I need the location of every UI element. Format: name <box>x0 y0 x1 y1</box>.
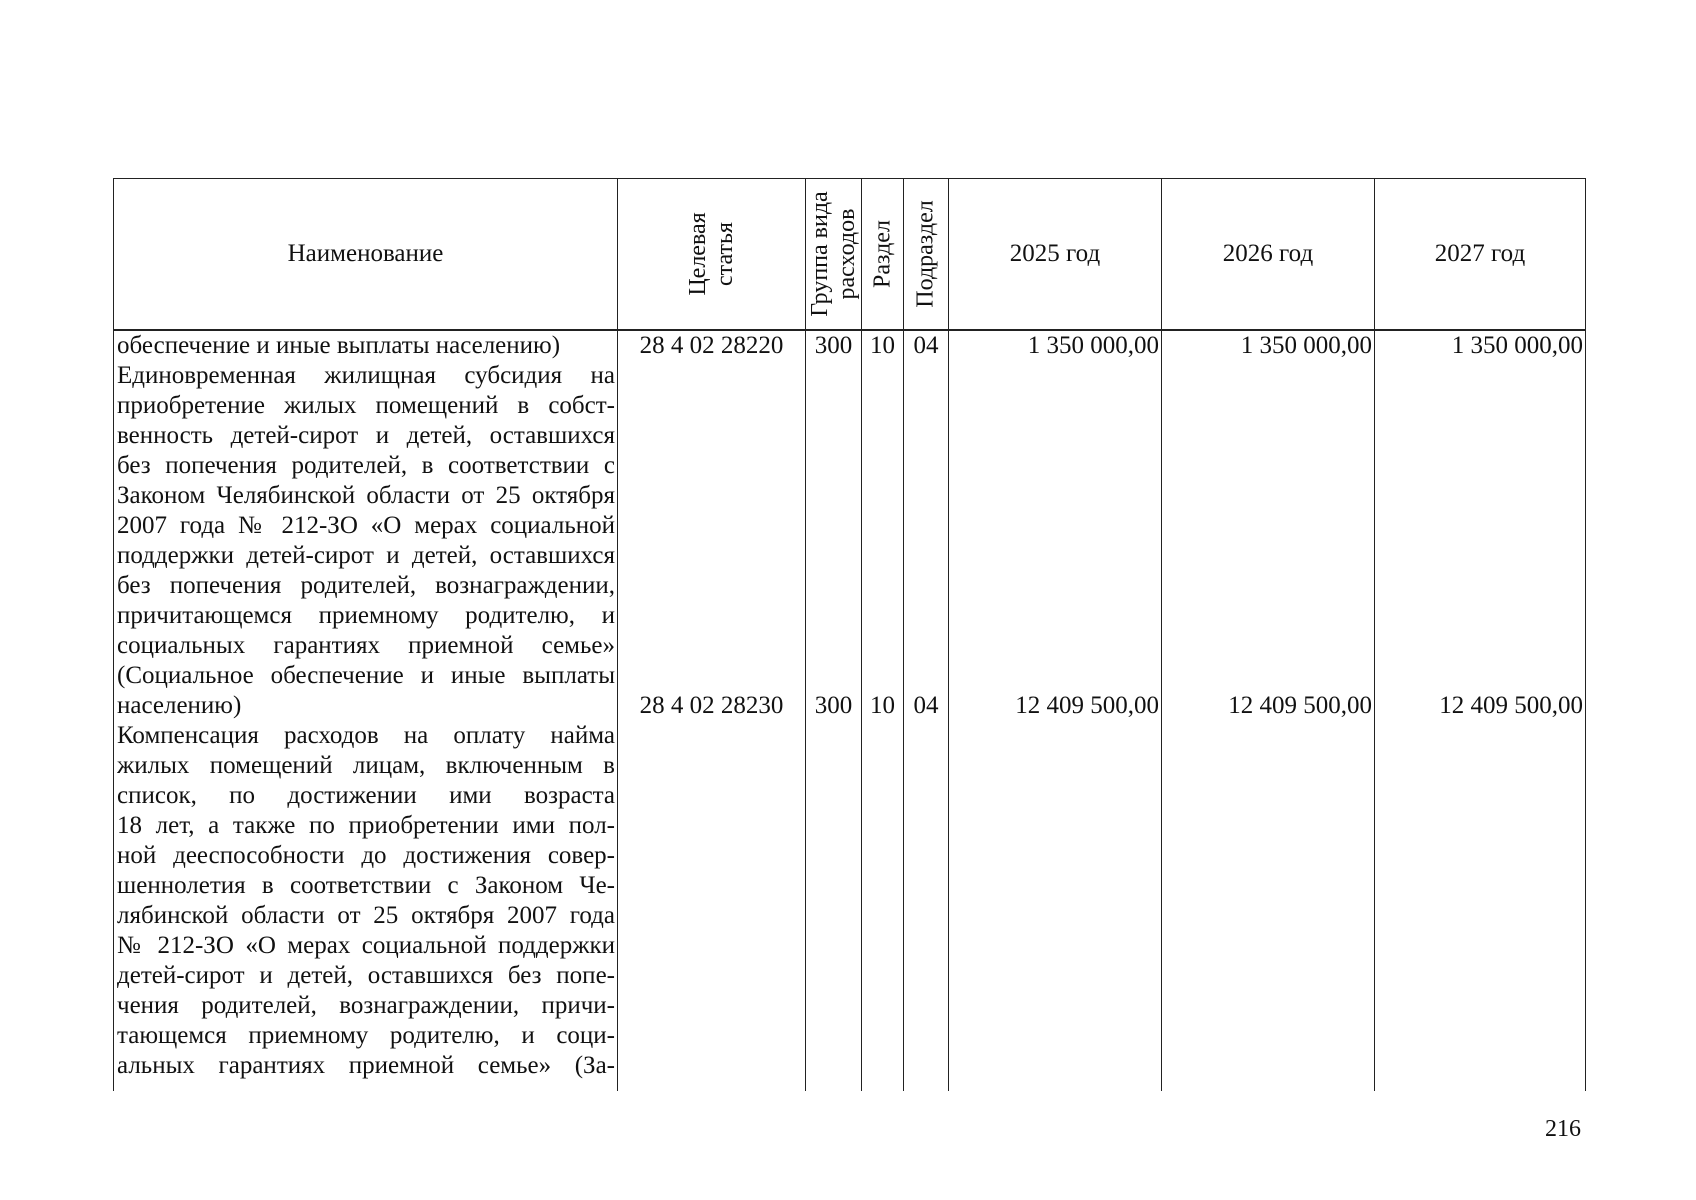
name-line: приобретение жилых помещений в собст- <box>117 392 615 419</box>
name-line: обеспечение и иные выплаты населению) <box>117 332 561 359</box>
section-cell <box>862 330 904 1091</box>
name-line: жилых помещений лицам, включенным в <box>117 752 615 779</box>
header-2026-label: 2026 год <box>1222 240 1314 267</box>
subsection-value: 04 <box>913 332 939 359</box>
header-2025-label: 2025 год <box>1009 240 1101 267</box>
expense-group-value: 300 <box>814 692 853 719</box>
amount-2026-cell <box>1162 330 1375 1091</box>
amount-2025-value: 12 409 500,00 <box>1015 692 1159 719</box>
header-target-article <box>618 179 806 331</box>
name-line: Компенсация расходов на оплату найма <box>117 722 615 749</box>
amount-2026-value: 1 350 000,00 <box>1240 332 1372 359</box>
name-line: причитающемся приемному родителю, и <box>117 602 615 629</box>
subsection-value: 04 <box>913 692 939 719</box>
name-line: населению) <box>117 692 242 719</box>
section-value: 10 <box>870 692 895 719</box>
name-line: альных гарантиях приемной семье» (За- <box>117 1052 615 1079</box>
amount-2027-cell <box>1375 330 1586 1091</box>
name-line: тающемся приемному родителю, и соци- <box>117 1022 615 1049</box>
budget-table <box>113 178 1586 1091</box>
header-2027-label: 2027 год <box>1434 240 1526 267</box>
header-expense-group-line1: Группа вида <box>806 191 833 317</box>
header-name <box>114 179 618 331</box>
name-line: ной дееспособности до достижения совер- <box>117 842 615 869</box>
header-2026 <box>1162 179 1375 331</box>
target-article-cell <box>618 330 806 1091</box>
header-expense-group <box>806 179 862 331</box>
name-line: детей-сирот и детей, оставшихся без попе- <box>117 962 615 989</box>
name-line: социальных гарантиях приемной семье» <box>117 632 615 659</box>
name-line: список, по достижении ими возраста <box>117 782 615 809</box>
header-target-article-line2: статья <box>711 222 738 286</box>
name-line: 18 лет, а также по приобретении ими пол- <box>117 812 615 839</box>
target-article-value: 28 4 02 28220 <box>639 332 784 359</box>
target-article-value: 28 4 02 28230 <box>639 692 784 719</box>
header-expense-group-line2: расходов <box>833 208 860 300</box>
name-line: Единовременная жилищная субсидия на <box>117 362 615 389</box>
name-line: лябинской области от 25 октября 2007 года <box>117 902 615 929</box>
name-line: 2007 года № 212-ЗО «О мерах социальной <box>117 512 615 539</box>
amount-2027-value: 1 350 000,00 <box>1451 332 1583 359</box>
section-value: 10 <box>870 332 895 359</box>
name-line: без попечения родителей, в соответствии с <box>117 452 615 479</box>
amount-2025-cell <box>949 330 1162 1091</box>
header-section <box>862 179 904 331</box>
page-number: 216 <box>1545 1116 1581 1142</box>
header-2025 <box>949 179 1162 331</box>
expense-group-cell <box>806 330 862 1091</box>
name-line: (Социальное обеспечение и иные выплаты <box>117 662 615 689</box>
header-subsection <box>904 179 949 331</box>
header-name-label: Наименование <box>287 240 444 267</box>
header-target-article-line1: Целевая <box>684 212 711 296</box>
name-line: шеннолетия в соответствии с Законом Че- <box>117 872 615 899</box>
header-2027 <box>1375 179 1586 331</box>
amount-2027-value: 12 409 500,00 <box>1439 692 1583 719</box>
expense-group-value: 300 <box>814 332 853 359</box>
table-body-row <box>114 330 1586 1091</box>
amount-2026-value: 12 409 500,00 <box>1228 692 1372 719</box>
name-line: чения родителей, вознаграждении, причи- <box>117 992 615 1019</box>
name-cell <box>114 330 618 1091</box>
name-line: без попечения родителей, вознаграждении, <box>117 572 615 599</box>
amount-2025-value: 1 350 000,00 <box>1027 332 1159 359</box>
name-line: венность детей-сирот и детей, оставшихся <box>117 422 615 449</box>
header-subsection-label: Подраздел <box>912 200 939 308</box>
table-header-row <box>114 179 1586 331</box>
name-line: Законом Челябинской области от 25 октября <box>117 482 615 509</box>
subsection-cell <box>904 330 949 1091</box>
name-line: поддержки детей-сирот и детей, оставшихся <box>117 542 615 569</box>
header-section-label: Раздел <box>869 220 895 288</box>
name-line: № 212-ЗО «О мерах социальной поддержки <box>117 932 615 959</box>
